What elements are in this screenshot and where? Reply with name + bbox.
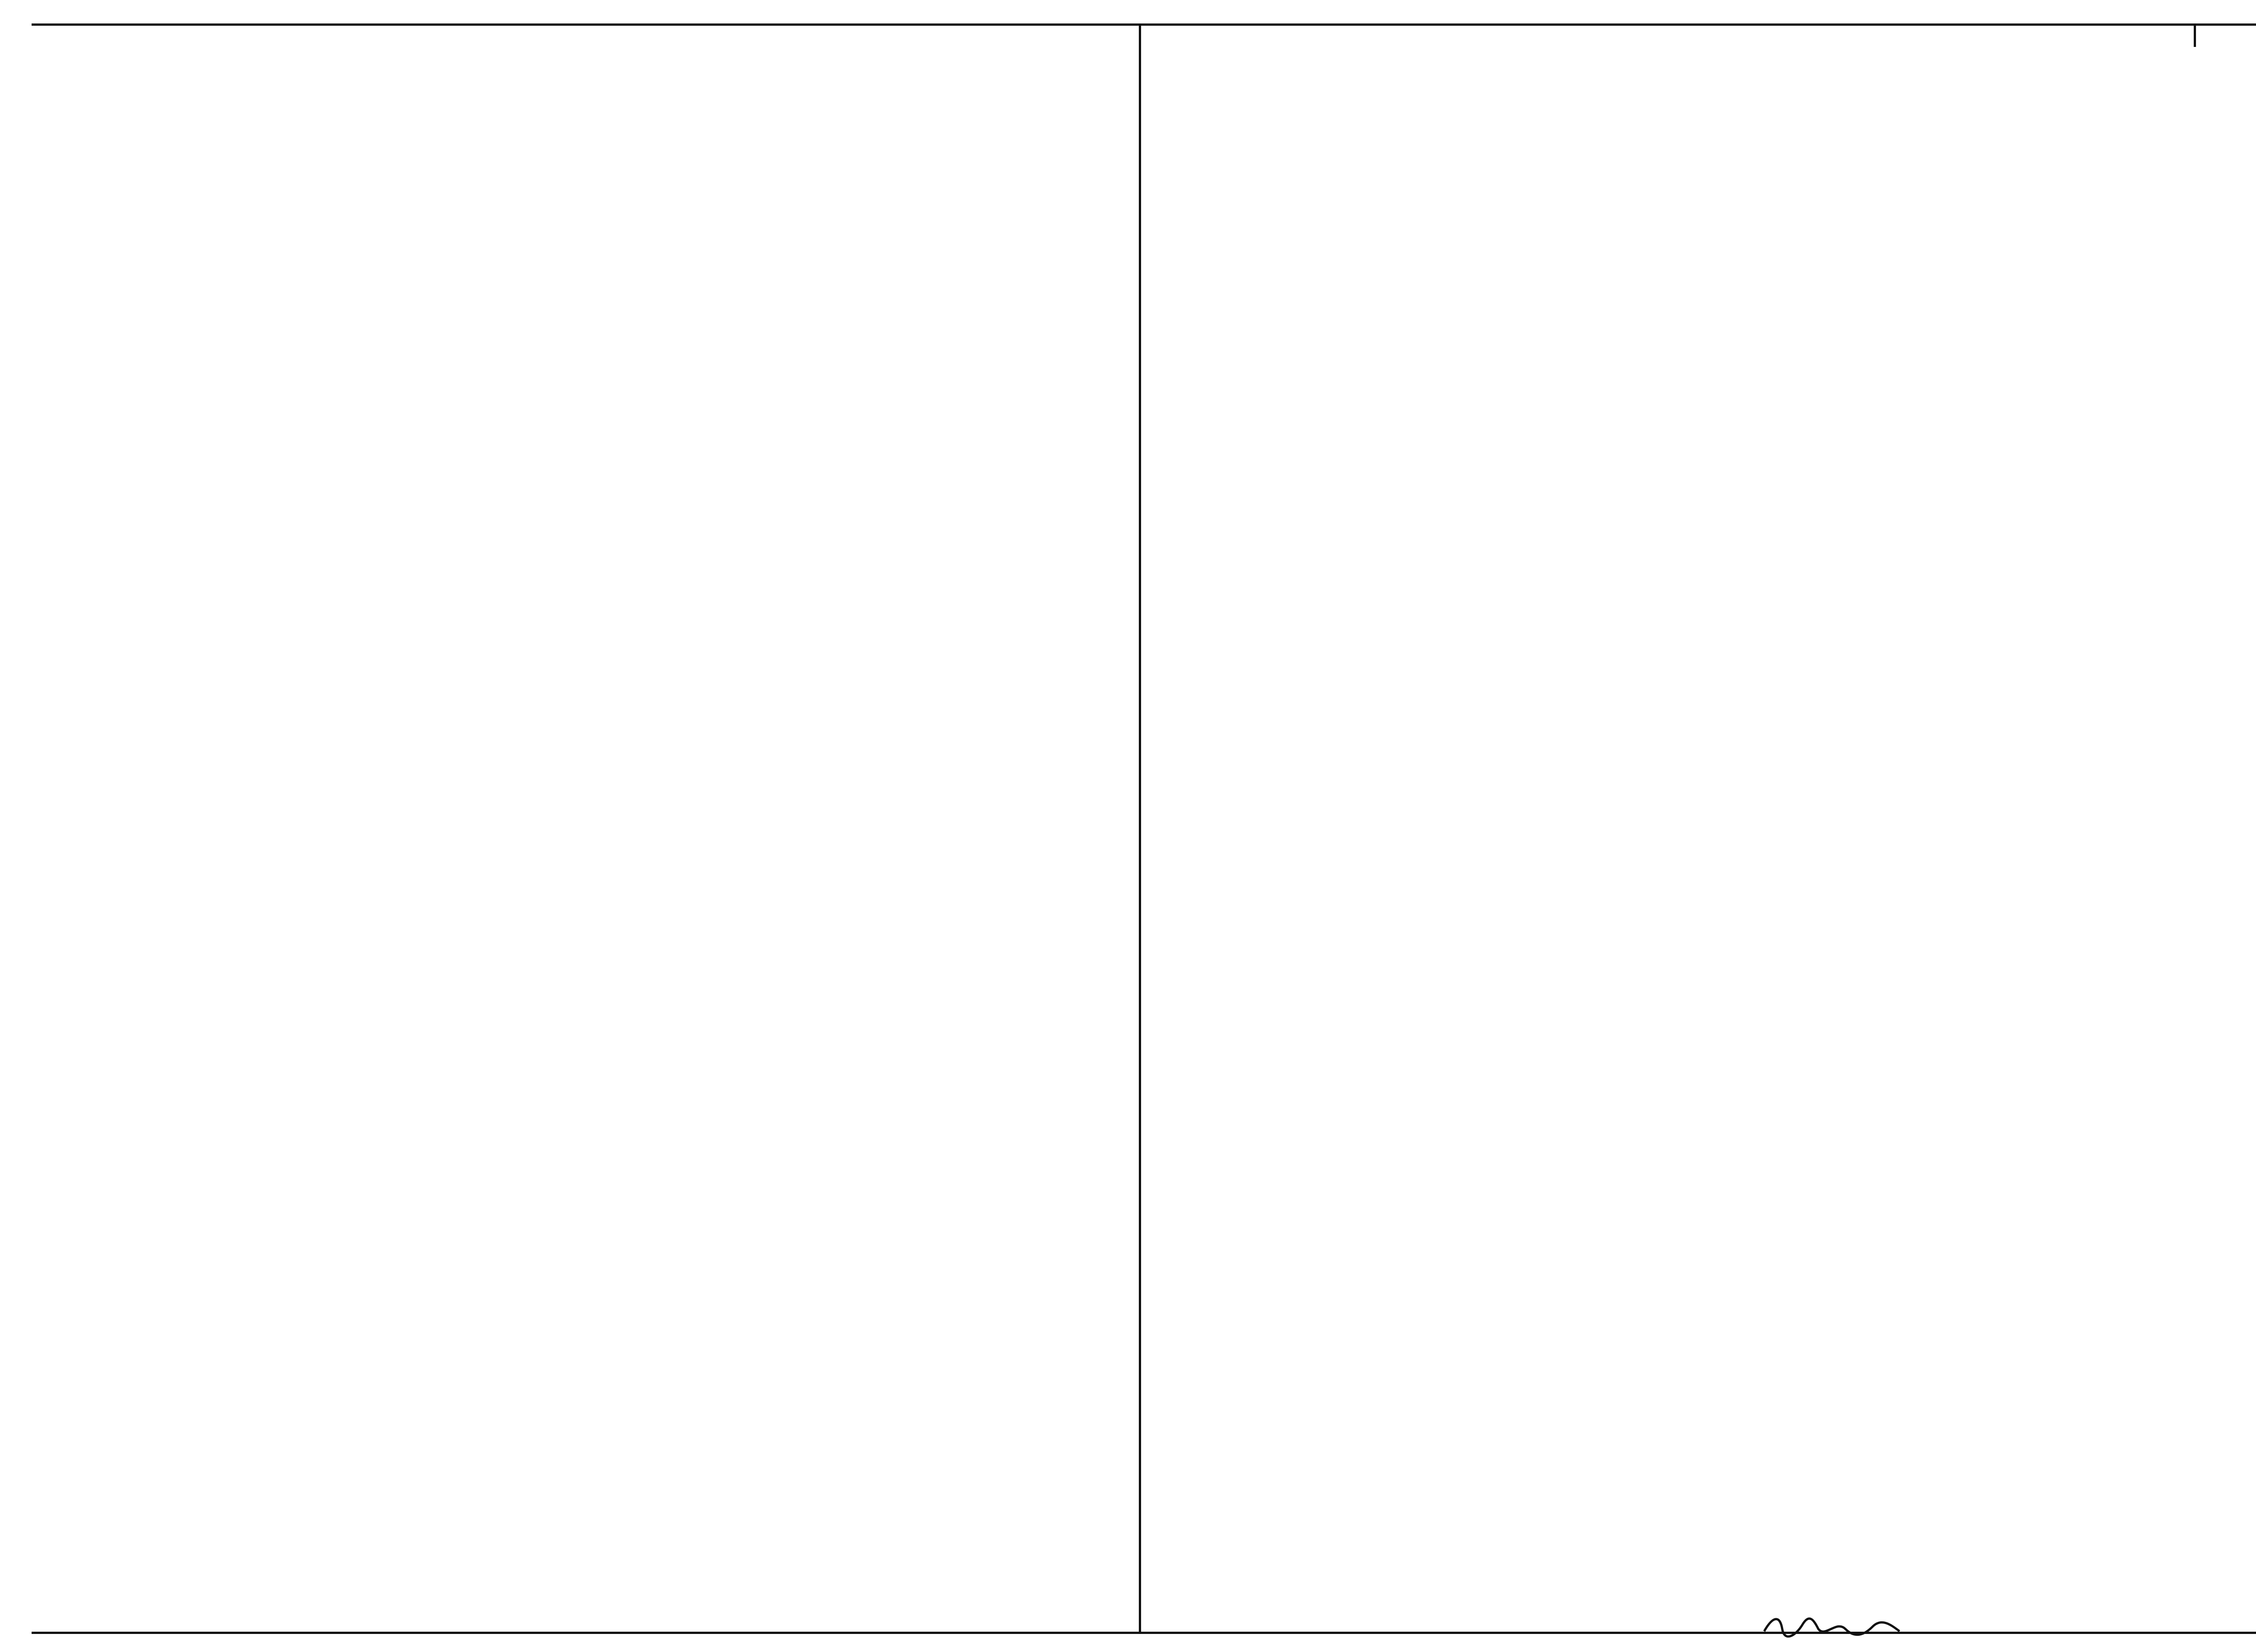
copier-signature [1760,1611,1909,1643]
